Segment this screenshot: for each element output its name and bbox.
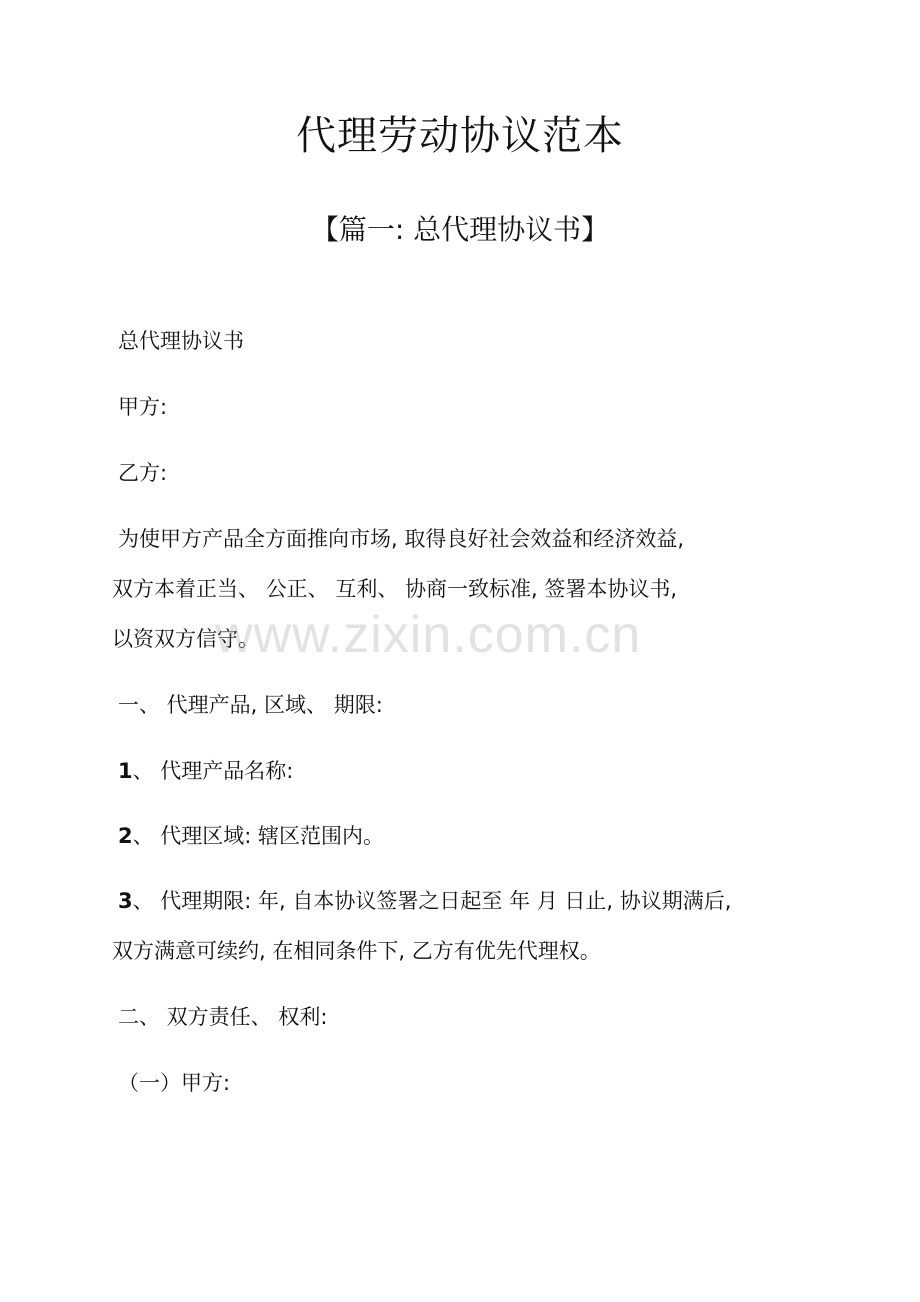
agreement-heading: 总代理协议书 [118, 329, 244, 353]
intro-paragraph-line-1: 为使甲方产品全方面推向市场, 取得良好社会效益和经济效益, [118, 527, 685, 551]
item-2-text: 、 代理区域: 辖区范围内。 [132, 824, 385, 848]
party-b-label: 乙方: [118, 461, 168, 485]
item-3 [118, 886, 731, 916]
party-a-label: 甲方: [118, 395, 168, 419]
intro-paragraph-line-2: 双方本着正当、 公正、 互利、 协商一致标准, 签署本协议书, [112, 577, 678, 601]
subsection-a-heading: （一）甲方: [118, 1071, 231, 1095]
item-1-text: 、 代理产品名称: [132, 759, 294, 783]
section-2-heading: 二、 双方责任、 权利: [118, 1005, 328, 1029]
item-3-text: 、 代理期限: 年, 自本协议签署之日起至 年 月 日止, 协议期满后, [132, 889, 732, 913]
section-1-heading: 一、 代理产品, 区域、 期限: [118, 693, 383, 717]
item-1 [118, 756, 293, 786]
watermark-text: www.zixin.com.cn [215, 606, 642, 664]
item-2 [118, 821, 384, 851]
item-3-continuation: 双方满意可续约, 在相同条件下, 乙方有优先代理权。 [112, 939, 601, 963]
item-2-number: 2 [118, 824, 133, 848]
intro-paragraph-line-3: 以资双方信守。 [112, 627, 259, 651]
item-1-number: 1 [118, 759, 133, 783]
document-subtitle: 【篇一: 总代理协议书】 [310, 213, 610, 246]
item-3-number: 3 [118, 889, 133, 913]
document-title: 代理劳动协议范本 [296, 113, 624, 159]
